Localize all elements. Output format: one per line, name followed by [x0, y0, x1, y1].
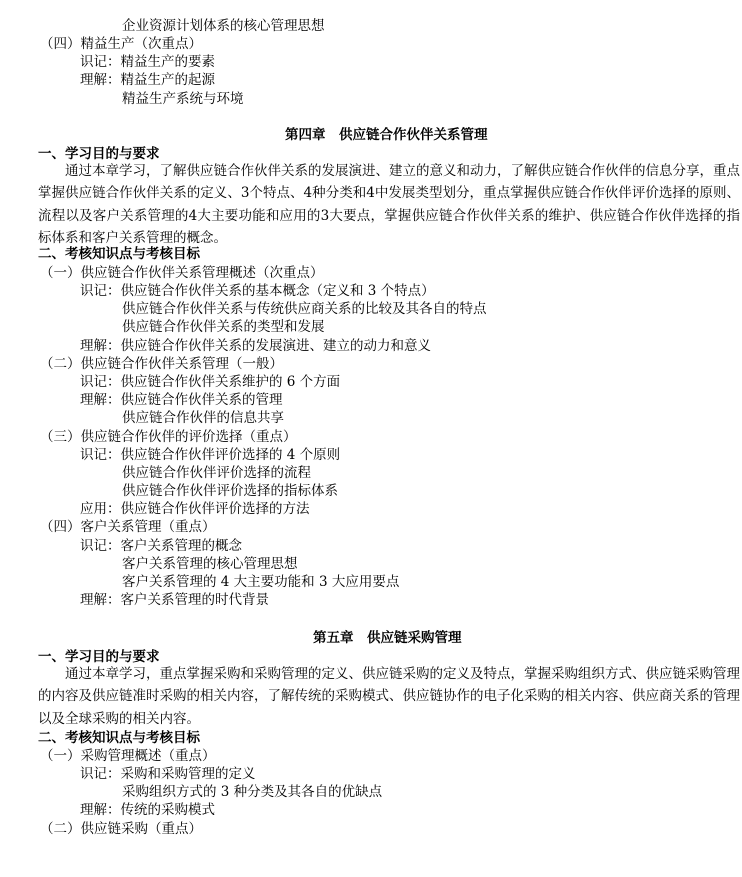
ch5-section-2: （二）供应链采购（重点） — [40, 821, 202, 837]
ch4-s4-item: 客户关系管理的核心管理思想 — [122, 556, 298, 572]
ch5-heading-goals: 一、学习目的与要求 — [38, 649, 160, 665]
ch3-section-4: （四）精益生产（次重点） — [40, 36, 202, 52]
ch4-s4-item: 识记：客户关系管理的概念 — [80, 538, 242, 554]
ch3-sec4-know: 识记：精益生产的要素 — [80, 54, 215, 70]
ch4-s1-item: 识记：供应链合作伙伴关系的基本概念（定义和 3 个特点） — [80, 283, 435, 299]
ch5-s1-item: 识记：采购和采购管理的定义 — [80, 766, 256, 782]
ch4-section-4: （四）客户关系管理（重点） — [40, 519, 216, 535]
ch4-s3-item: 供应链合作伙伴评价选择的指标体系 — [122, 483, 338, 499]
ch4-s1-item: 供应链合作伙伴关系与传统供应商关系的比较及其各自的特点 — [122, 301, 487, 317]
ch5-s1-item: 理解：传统的采购模式 — [80, 802, 215, 818]
ch4-section-1: （一）供应链合作伙伴关系管理概述（次重点） — [40, 265, 324, 281]
ch4-s2-item: 识记：供应链合作伙伴关系维护的 6 个方面 — [80, 374, 341, 390]
ch5-heading-knowledge: 二、考核知识点与考核目标 — [38, 730, 200, 746]
ch4-s4-item: 客户关系管理的 4 大主要功能和 3 大应用要点 — [122, 574, 400, 590]
ch4-s3-item: 供应链合作伙伴评价选择的流程 — [122, 465, 311, 481]
ch3-line: 企业资源计划体系的核心管理思想 — [122, 18, 325, 34]
ch4-intro-text: 通过本章学习，了解供应链合作伙伴关系的发展演进、建立的意义和动力，了解供应链合作伙伴的信息分享，重点掌握供应链合作伙伴关系的定义、3个特点、4种分类和4中发展类型划分，重点掌握供应链合作伙伴评价选择的原则、流程以及客户关系管理的4大主要功能和应用的3大要点，掌握供应链合作伙伴关系的维护、供应链合作伙伴选择的指标体系和客户关系管理的概念。 — [38, 163, 740, 247]
ch4-heading-goals: 一、学习目的与要求 — [38, 146, 160, 162]
ch3-sec4-understand: 理解：精益生产的起源 — [80, 72, 215, 88]
ch4-s3-item: 应用：供应链合作伙伴评价选择的方法 — [80, 501, 310, 517]
ch3-sec4-understand-2: 精益生产系统与环境 — [122, 91, 244, 107]
ch4-intro-paragraph — [38, 160, 740, 250]
ch4-section-3: （三）供应链合作伙伴的评价选择（重点） — [40, 429, 297, 445]
ch4-s2-item: 理解：供应链合作伙伴关系的管理 — [80, 392, 283, 408]
ch4-s1-item: 理解：供应链合作伙伴关系的发展演进、建立的动力和意义 — [80, 338, 431, 354]
ch4-s4-item: 理解：客户关系管理的时代背景 — [80, 592, 269, 608]
ch4-section-2: （二）供应链合作伙伴关系管理（一般） — [40, 356, 283, 372]
chapter-5-title: 第五章 供应链采购管理 — [313, 630, 462, 646]
ch4-s3-item: 识记：供应链合作伙伴评价选择的 4 个原则 — [80, 447, 341, 463]
ch5-section-1: （一）采购管理概述（重点） — [40, 748, 216, 764]
chapter-4-title: 第四章 供应链合作伙伴关系管理 — [285, 127, 488, 143]
ch5-intro-text: 通过本章学习，重点掌握采购和采购管理的定义、供应链采购的定义及特点，掌握采购组织方式、供应链采购管理的内容及供应链准时采购的相关内容，了解传统的采购模式、供应链协作的电子化采购的相关内容、供应商关系的管理以及全球采购的相关内容。 — [38, 666, 740, 727]
ch4-s1-item: 供应链合作伙伴关系的类型和发展 — [122, 319, 325, 335]
ch5-intro-paragraph — [38, 663, 740, 730]
ch4-s2-item: 供应链合作伙伴的信息共享 — [122, 410, 284, 426]
ch4-heading-knowledge: 二、考核知识点与考核目标 — [38, 246, 200, 262]
ch5-s1-item: 采购组织方式的 3 种分类及其各自的优缺点 — [122, 784, 383, 800]
